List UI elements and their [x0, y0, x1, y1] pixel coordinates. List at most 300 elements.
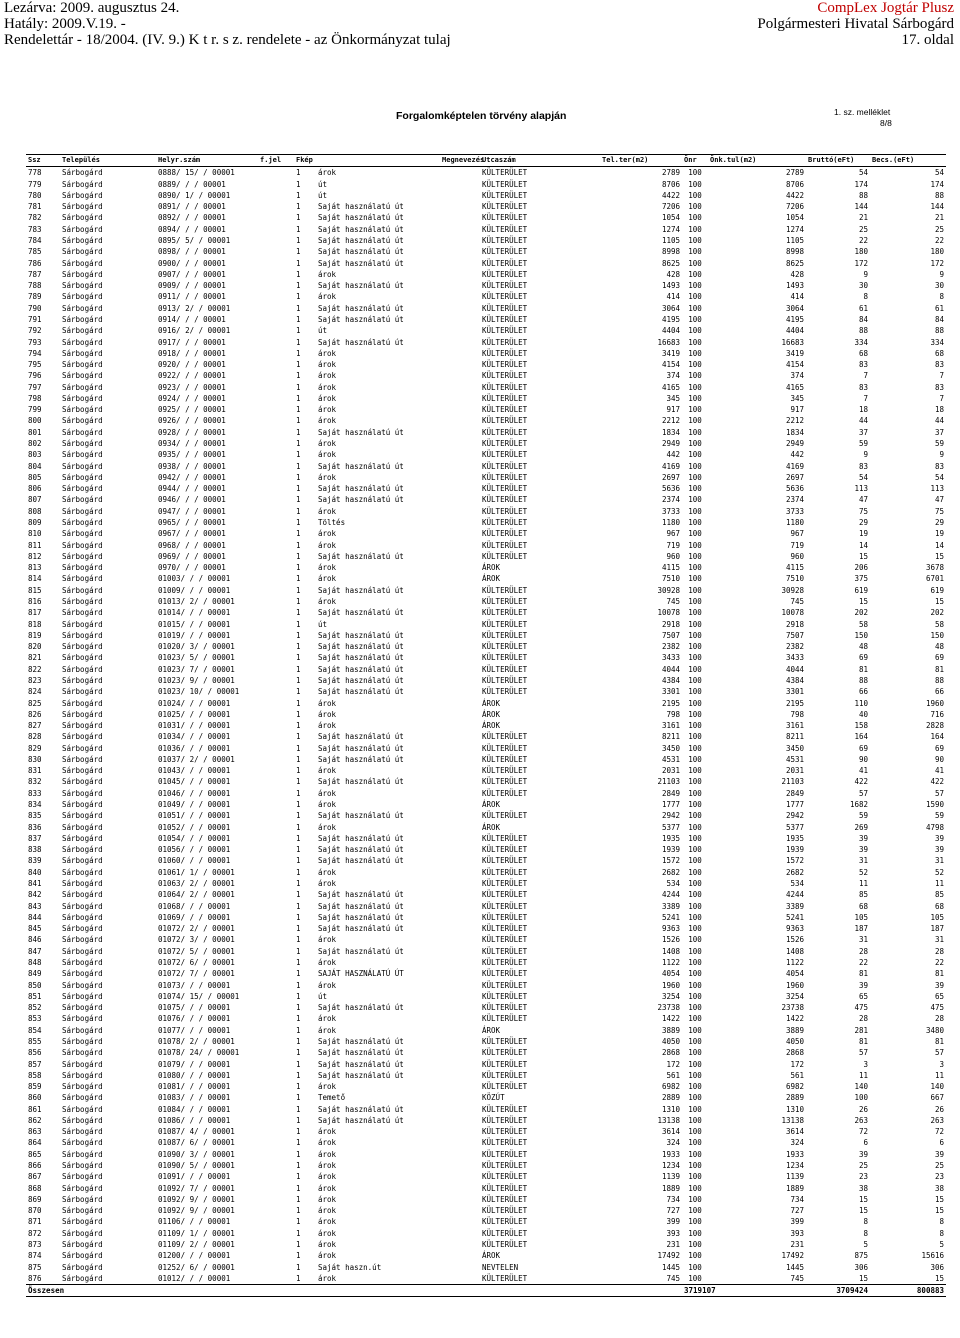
cell-onk-tul: 1777: [785, 800, 805, 810]
cell-fjel: [258, 1047, 294, 1058]
cell-utcaszam: [440, 269, 480, 280]
cell-telepules: Sárbogárd: [62, 1138, 103, 1148]
cell-brutto: 18: [858, 405, 869, 415]
cell-utcaszam: [440, 1216, 480, 1227]
cell-fkep: 1: [296, 890, 301, 900]
cell-becs: 44: [934, 416, 945, 426]
cell-utcaszam: [440, 551, 480, 562]
cell-fkep: 1: [296, 811, 301, 821]
cell-blank: KÜLTERÜLET: [482, 642, 528, 652]
cell-utcaszam: [440, 1104, 480, 1115]
table-row: [26, 1239, 946, 1250]
cell-telepules: Sárbogárd: [62, 337, 103, 347]
cell-fjel: [258, 494, 294, 505]
cell-megnevezes: árok: [318, 957, 337, 967]
cell-tel-ter: 1180: [661, 518, 681, 527]
cell-onr: 100: [688, 360, 702, 370]
cell-onr: 100: [688, 371, 702, 381]
table-row: [26, 1160, 946, 1171]
cell-fjel: [258, 991, 294, 1002]
cell-fkep: 1: [296, 235, 301, 245]
cell-fjel: [258, 664, 294, 675]
cell-tel-ter: 8625: [661, 258, 681, 268]
cell-helyrajzi-szam: 0944/ / / 00001: [158, 484, 226, 494]
cell-utcaszam: [440, 314, 480, 325]
cell-telepules: Sárbogárd: [62, 619, 103, 629]
cell-fkep: 1: [296, 393, 301, 403]
cell-onr: 100: [688, 518, 702, 527]
cell-brutto: 83: [858, 382, 869, 392]
cell-helyrajzi-szam: 01031/ / / 00001: [158, 721, 231, 731]
cell-tel-ter: 3064: [661, 303, 681, 313]
table-row: [26, 303, 946, 314]
cell-tel-ter: 3254: [661, 991, 681, 1001]
cell-megnevezes: árok: [318, 822, 337, 832]
cell-megnevezes: árok: [318, 269, 337, 279]
table-row: [26, 483, 946, 494]
cell-fkep: 1: [296, 675, 301, 685]
cell-fkep: 1: [296, 822, 301, 832]
table-row: [26, 923, 946, 934]
cell-fjel: [258, 754, 294, 765]
cell-becs: 11: [934, 1070, 945, 1080]
cell-blank: ÁROK: [482, 1025, 501, 1035]
cell-becs: 15616: [921, 1251, 945, 1261]
cell-onk-tul: 7507: [785, 630, 805, 640]
cell-fjel: [258, 1025, 294, 1036]
cell-ssz: 789: [28, 292, 42, 302]
cell-megnevezes: árok: [318, 1149, 337, 1159]
table-body: [26, 167, 946, 1285]
cell-utcaszam: [440, 1262, 480, 1273]
cell-megnevezes: út: [318, 326, 328, 336]
cell-fjel: [258, 923, 294, 934]
cell-megnevezes: Saját használatú út: [318, 1003, 404, 1013]
cell-fkep: 1: [296, 1059, 301, 1069]
cell-ssz: 846: [28, 935, 42, 945]
cell-fjel: [258, 551, 294, 562]
cell-tel-ter: 10078: [657, 608, 681, 618]
cell-fkep: 1: [296, 619, 301, 629]
cell-blank: NEVTELEN: [482, 1262, 519, 1272]
cell-utcaszam: [440, 1160, 480, 1171]
cell-brutto: 619: [854, 585, 869, 595]
cell-fjel: [258, 698, 294, 709]
cell-helyrajzi-szam: 01046/ / / 00001: [158, 788, 231, 798]
cell-utcaszam: [440, 483, 480, 494]
cell-onk-tul: 324: [790, 1138, 805, 1148]
cell-tel-ter: 1408: [661, 946, 681, 956]
cell-telepules: Sárbogárd: [62, 303, 103, 313]
cell-onk-tul: 23738: [781, 1003, 805, 1013]
cell-blank: KÜLTERÜLET: [482, 1194, 528, 1204]
cell-utcaszam: [440, 698, 480, 709]
table-row: [26, 1273, 946, 1285]
cell-brutto: 11: [858, 1070, 869, 1080]
table-row: [26, 1262, 946, 1273]
cell-fjel: [258, 393, 294, 404]
cell-brutto: 39: [858, 980, 869, 990]
cell-telepules: Sárbogárd: [62, 1240, 103, 1249]
table-row: [26, 258, 946, 269]
cell-onr: 100: [688, 596, 702, 606]
cell-tel-ter: 9363: [661, 924, 681, 934]
cell-utcaszam: [440, 258, 480, 269]
cell-telepules: Sárbogárd: [62, 416, 103, 426]
cell-ssz: 837: [28, 833, 42, 843]
cell-megnevezes: árok: [318, 980, 337, 990]
cell-fkep: 1: [296, 314, 301, 324]
cell-becs: 28: [934, 946, 945, 956]
cell-brutto: 9: [863, 450, 869, 460]
cell-fkep: 1: [296, 1070, 301, 1080]
table-row: [26, 619, 946, 630]
cell-brutto: 90: [858, 754, 869, 764]
cell-utcaszam: [440, 946, 480, 957]
cell-fkep: 1: [296, 1183, 301, 1193]
cell-brutto: 66: [858, 687, 869, 697]
cell-blank: KÜLTERÜLET: [482, 168, 528, 178]
cell-becs: 113: [930, 484, 945, 494]
cell-utcaszam: [440, 1183, 480, 1194]
table-row: [26, 427, 946, 438]
cell-fjel: [258, 1036, 294, 1047]
cell-onk-tul: 4169: [785, 461, 805, 471]
cell-onk-tul: 1933: [785, 1149, 805, 1159]
cell-onk-tul: 2212: [785, 416, 805, 426]
cell-ssz: 809: [28, 518, 42, 527]
table-row: [26, 212, 946, 223]
cell-becs: 716: [930, 709, 945, 719]
cell-utcaszam: [440, 607, 480, 618]
cell-brutto: 113: [854, 484, 869, 494]
table-row: [26, 686, 946, 697]
cell-tel-ter: 231: [666, 1240, 681, 1249]
cell-utcaszam: [440, 664, 480, 675]
cell-brutto: 69: [858, 743, 869, 753]
cell-tel-ter: 414: [666, 292, 681, 302]
cell-blank: KÜLTERÜLET: [482, 732, 528, 742]
cell-fkep: 1: [296, 168, 301, 178]
cell-brutto: 81: [858, 664, 869, 674]
cell-tel-ter: 3614: [661, 1127, 681, 1137]
cell-blank: KÜLTERÜLET: [482, 1149, 528, 1159]
cell-becs: 47: [934, 495, 945, 505]
cell-ssz: 808: [28, 506, 42, 516]
table-row: [26, 1092, 946, 1103]
cell-helyrajzi-szam: 01087/ 4/ / 00001: [158, 1127, 235, 1137]
cell-helyrajzi-szam: 01200/ / / 00001: [158, 1251, 231, 1261]
annex-number: 1. sz. melléklet: [834, 107, 891, 117]
cell-becs: 81: [934, 1036, 945, 1046]
cell-onk-tul: 745: [790, 596, 805, 606]
table-row: [26, 901, 946, 912]
table-row: [26, 1137, 946, 1148]
cell-telepules: Sárbogárd: [62, 495, 103, 505]
cell-megnevezes: Saját használatú út: [318, 630, 404, 640]
cell-becs: 75: [934, 506, 945, 516]
cell-blank: KÜLTERÜLET: [482, 1183, 528, 1193]
cell-megnevezes: árok: [318, 371, 337, 381]
cell-blank: KÜLTERÜLET: [482, 653, 528, 663]
cell-megnevezes: Saját használatú út: [318, 608, 404, 618]
cell-brutto: 54: [858, 168, 869, 178]
cell-ssz: 849: [28, 969, 42, 979]
cell-becs: 59: [934, 439, 945, 449]
cell-blank: KÜLTERÜLET: [482, 292, 528, 302]
table-row: [26, 934, 946, 945]
cell-fkep: 1: [296, 732, 301, 742]
cell-fkep: 1: [296, 777, 301, 787]
cell-onk-tul: 2849: [785, 788, 805, 798]
cell-fjel: [258, 1183, 294, 1194]
cell-fkep: 1: [296, 1025, 301, 1035]
cell-telepules: Sárbogárd: [62, 709, 103, 719]
cell-helyrajzi-szam: 0914/ / / 00001: [158, 314, 226, 324]
cell-tel-ter: 4044: [661, 664, 681, 674]
cell-fjel: [258, 833, 294, 844]
cell-fjel: [258, 427, 294, 438]
cell-telepules: Sárbogárd: [62, 281, 103, 291]
cell-helyrajzi-szam: 01252/ 6/ / 00001: [158, 1262, 235, 1272]
cell-ssz: 859: [28, 1082, 42, 1092]
table-row: [26, 370, 946, 381]
cell-blank: KÜLTERÜLET: [482, 281, 528, 291]
cell-blank: KÜLTERÜLET: [482, 664, 528, 674]
cell-becs: 81: [934, 969, 945, 979]
cell-megnevezes: árok: [318, 540, 337, 550]
cell-megnevezes: árok: [318, 800, 337, 810]
cell-brutto: 29: [858, 518, 869, 527]
cell-utcaszam: [440, 494, 480, 505]
cell-megnevezes: út: [318, 619, 328, 629]
cell-onk-tul: 1834: [785, 427, 805, 437]
cell-utcaszam: [440, 404, 480, 415]
cell-telepules: Sárbogárd: [62, 405, 103, 415]
cell-ssz: 821: [28, 653, 42, 663]
cell-megnevezes: Saját használatú út: [318, 754, 404, 764]
cell-telepules: Sárbogárd: [62, 754, 103, 764]
cell-blank: KÜLTERÜLET: [482, 247, 528, 257]
table-row: [26, 765, 946, 776]
cell-telepules: Sárbogárd: [62, 1183, 103, 1193]
cell-telepules: Sárbogárd: [62, 348, 103, 358]
cell-fjel: [258, 258, 294, 269]
cell-fkep: 1: [296, 416, 301, 426]
cell-brutto: 88: [858, 326, 869, 336]
cell-tel-ter: 4165: [661, 382, 681, 392]
cell-megnevezes: Saját használatú út: [318, 642, 404, 652]
cell-onk-tul: 393: [790, 1228, 805, 1238]
cell-becs: 22: [934, 957, 945, 967]
cell-megnevezes: árok: [318, 1025, 337, 1035]
cell-becs: 7: [939, 371, 945, 381]
cell-blank: KÜLTERÜLET: [482, 1070, 528, 1080]
cell-becs: 58: [934, 619, 945, 629]
cell-megnevezes: árok: [318, 698, 337, 708]
cell-onk-tul: 1445: [785, 1262, 805, 1272]
cell-megnevezes: árok: [318, 529, 337, 539]
cell-becs: 39: [934, 845, 945, 855]
cell-utcaszam: [440, 923, 480, 934]
cell-blank: KÜLTERÜLET: [482, 1082, 528, 1092]
cell-becs: 90: [934, 754, 945, 764]
cell-fkep: 1: [296, 518, 301, 527]
cell-fjel: [258, 743, 294, 754]
cell-ssz: 793: [28, 337, 42, 347]
cell-telepules: Sárbogárd: [62, 461, 103, 471]
cell-brutto: 140: [854, 1082, 869, 1092]
cell-becs: 31: [934, 856, 945, 866]
cell-fkep: 1: [296, 845, 301, 855]
cell-megnevezes: Saját használatú út: [318, 551, 404, 561]
cell-megnevezes: Saját használatú út: [318, 1059, 404, 1069]
cell-megnevezes: árok: [318, 1273, 337, 1283]
cell-tel-ter: 2382: [661, 642, 681, 652]
cell-utcaszam: [440, 630, 480, 641]
cell-telepules: Sárbogárd: [62, 247, 103, 257]
cell-becs: 69: [934, 653, 945, 663]
cell-blank: ÁROK: [482, 574, 501, 584]
cell-onr: 100: [688, 213, 702, 223]
cell-fjel: [258, 1205, 294, 1216]
cell-ssz: 819: [28, 630, 42, 640]
cell-becs: 422: [930, 777, 945, 787]
cell-becs: 83: [934, 382, 945, 392]
cell-brutto: 83: [858, 461, 869, 471]
cell-fjel: [258, 1250, 294, 1261]
cell-utcaszam: [440, 1059, 480, 1070]
cell-brutto: 41: [858, 766, 869, 776]
cell-utcaszam: [440, 246, 480, 257]
cell-fkep: 1: [296, 1251, 301, 1261]
cell-ssz: 797: [28, 382, 42, 392]
cell-becs: 2828: [925, 721, 945, 731]
cell-telepules: Sárbogárd: [62, 179, 103, 189]
cell-fjel: [258, 1137, 294, 1148]
cell-becs: 68: [934, 348, 945, 358]
col-helyrajzi-szam: Helyr.szám: [156, 155, 258, 167]
cell-telepules: Sárbogárd: [62, 213, 103, 223]
cell-becs: 14: [934, 540, 945, 550]
cell-helyrajzi-szam: 0942/ / / 00001: [158, 472, 226, 482]
cell-brutto: 88: [858, 675, 869, 685]
cell-megnevezes: árok: [318, 721, 337, 731]
cell-megnevezes: Saját használatú út: [318, 1104, 404, 1114]
cell-fkep: 1: [296, 1262, 301, 1272]
table-row: [26, 528, 946, 539]
cell-telepules: Sárbogárd: [62, 540, 103, 550]
cell-tel-ter: 2789: [661, 168, 681, 178]
cell-becs: 29: [934, 518, 945, 527]
cell-telepules: Sárbogárd: [62, 439, 103, 449]
cell-onr: 100: [688, 1082, 702, 1092]
cell-tel-ter: 1445: [661, 1262, 681, 1272]
cell-helyrajzi-szam: 01064/ 2/ / 00001: [158, 890, 235, 900]
cell-becs: 38: [934, 1183, 945, 1193]
cell-onk-tul: 2697: [785, 472, 805, 482]
table-row: [26, 912, 946, 923]
cell-megnevezes: Saját használatú út: [318, 856, 404, 866]
annex-label: [834, 107, 892, 129]
cell-tel-ter: 30928: [657, 585, 681, 595]
cell-tel-ter: 2195: [661, 698, 681, 708]
cell-becs: 81: [934, 664, 945, 674]
cell-fjel: [258, 1216, 294, 1227]
cell-tel-ter: 1493: [661, 281, 681, 291]
cell-megnevezes: árok: [318, 405, 337, 415]
cell-tel-ter: 727: [666, 1206, 681, 1216]
cell-onr: 100: [688, 1036, 702, 1046]
cell-blank: KÜLTERÜLET: [482, 427, 528, 437]
cell-megnevezes: árok: [318, 709, 337, 719]
cell-blank: KÜLTERÜLET: [482, 585, 528, 595]
cell-utcaszam: [440, 348, 480, 359]
cell-telepules: Sárbogárd: [62, 991, 103, 1001]
cell-fkep: 1: [296, 326, 301, 336]
cell-utcaszam: [440, 855, 480, 866]
cell-megnevezes: Saját használatú út: [318, 890, 404, 900]
cell-tel-ter: 3450: [661, 743, 681, 753]
cell-fkep: 1: [296, 281, 301, 291]
cell-helyrajzi-szam: 0967/ / / 00001: [158, 529, 226, 539]
cell-brutto: 52: [858, 867, 869, 877]
table-row: [26, 1059, 946, 1070]
cell-onr: 100: [688, 822, 702, 832]
cell-brutto: 158: [854, 721, 869, 731]
cell-helyrajzi-szam: 01012/ / / 00001: [158, 1273, 231, 1283]
cell-becs: 667: [930, 1093, 945, 1103]
cell-becs: 31: [934, 935, 945, 945]
cell-helyrajzi-szam: 01081/ / / 00001: [158, 1082, 231, 1092]
cell-fkep: 1: [296, 303, 301, 313]
cell-telepules: Sárbogárd: [62, 924, 103, 934]
cell-brutto: 28: [858, 1014, 869, 1024]
cell-fjel: [258, 889, 294, 900]
cell-utcaszam: [440, 1137, 480, 1148]
totals-row: [26, 1285, 946, 1297]
cell-utcaszam: [440, 1205, 480, 1216]
cell-tel-ter: 5377: [661, 822, 681, 832]
cell-utcaszam: [440, 731, 480, 742]
cell-ssz: 810: [28, 529, 42, 539]
cell-fjel: [258, 619, 294, 630]
cell-onr: 100: [688, 258, 702, 268]
total-onk-tul: 3709424: [806, 1285, 870, 1297]
cell-helyrajzi-szam: 01023/ 9/ / 00001: [158, 675, 235, 685]
cell-helyrajzi-szam: 01023/ 10/ / 00001: [158, 687, 240, 697]
cell-megnevezes: út: [318, 179, 328, 189]
cell-ssz: 845: [28, 924, 42, 934]
cell-tel-ter: 3389: [661, 901, 681, 911]
cell-megnevezes: Saját használatú út: [318, 258, 404, 268]
cell-megnevezes: Temető: [318, 1093, 346, 1103]
cell-becs: 3480: [925, 1025, 945, 1035]
cell-fjel: [258, 934, 294, 945]
cell-telepules: Sárbogárd: [62, 1059, 103, 1069]
cell-ssz: 801: [28, 427, 42, 437]
cell-helyrajzi-szam: 01077/ / / 00001: [158, 1025, 231, 1035]
cell-helyrajzi-szam: 01074/ 15/ / 00001: [158, 991, 240, 1001]
cell-onk-tul: 1139: [785, 1172, 805, 1182]
cell-tel-ter: 534: [666, 879, 681, 888]
cell-tel-ter: 17492: [657, 1251, 681, 1261]
cell-tel-ter: 1105: [661, 235, 681, 245]
cell-fkep: 1: [296, 957, 301, 967]
cell-megnevezes: árok: [318, 1217, 337, 1227]
cell-tel-ter: 2918: [661, 619, 681, 629]
cell-megnevezes: árok: [318, 879, 337, 888]
